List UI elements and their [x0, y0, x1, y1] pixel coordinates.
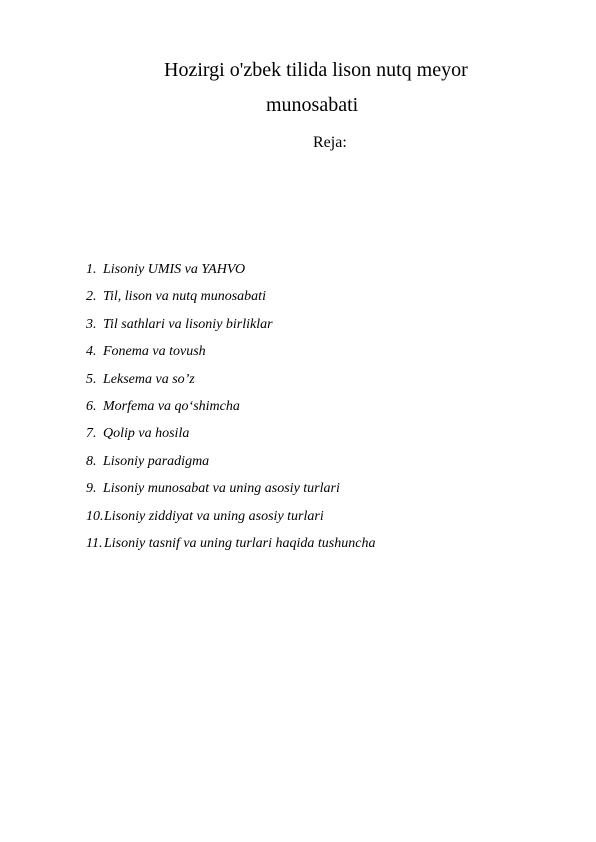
plan-item: [86, 366, 375, 393]
plan-item: [86, 420, 375, 447]
plan-item-text: Lisoniy UMIS va YAHVO: [103, 262, 246, 277]
plan-item: [86, 475, 375, 502]
plan-item-text: Fonema va tovush: [103, 344, 206, 360]
plan-item-number: 4.: [86, 344, 97, 360]
plan-item: [86, 311, 375, 338]
plan-item-text: Lisoniy ziddiyat va uning asosiy turlari: [104, 508, 324, 524]
plan-item-number: 3.: [86, 316, 97, 332]
plan-item: [86, 283, 375, 310]
plan-item-text: Qolip va hosila: [103, 426, 190, 442]
plan-item: [86, 448, 375, 475]
plan-item-number: 6.: [86, 398, 97, 414]
plan-item-text: Lisoniy paradigma: [103, 453, 210, 469]
plan-item: [86, 256, 375, 283]
plan-heading: Reja:: [313, 134, 347, 151]
plan-item-number: 10.: [86, 508, 104, 524]
plan-item: [86, 503, 375, 530]
plan-item-number: 8.: [86, 453, 97, 469]
plan-item-text: Lisoniy munosabat va uning asosiy turlari: [103, 481, 340, 497]
plan-item: [86, 530, 375, 557]
plan-item-number: 1.: [86, 262, 97, 277]
plan-item-text: Til, lison va nutq munosabati: [103, 289, 266, 305]
plan-item-text: Til sathlari va lisoniy birliklar: [103, 316, 273, 332]
plan-list: [86, 256, 375, 557]
plan-item: [86, 338, 375, 365]
plan-item-number: 7.: [86, 426, 97, 442]
plan-item-text: Leksema va so’z: [103, 371, 195, 387]
document-title-line-2: munosabati: [266, 94, 359, 116]
plan-item-text: Morfema va qo‘shimcha: [103, 398, 240, 414]
plan-item-number: 5.: [86, 371, 97, 387]
plan-item-number: 2.: [86, 289, 97, 305]
plan-item-number: 9.: [86, 481, 97, 497]
plan-item: [86, 393, 375, 420]
plan-item-text: Lisoniy tasnif va uning turlari haqida tushuncha: [104, 535, 376, 551]
plan-item-number: 11.: [86, 535, 103, 551]
document-title-line-1: Hozirgi o'zbek tilida lison nutq meyor: [164, 59, 468, 81]
